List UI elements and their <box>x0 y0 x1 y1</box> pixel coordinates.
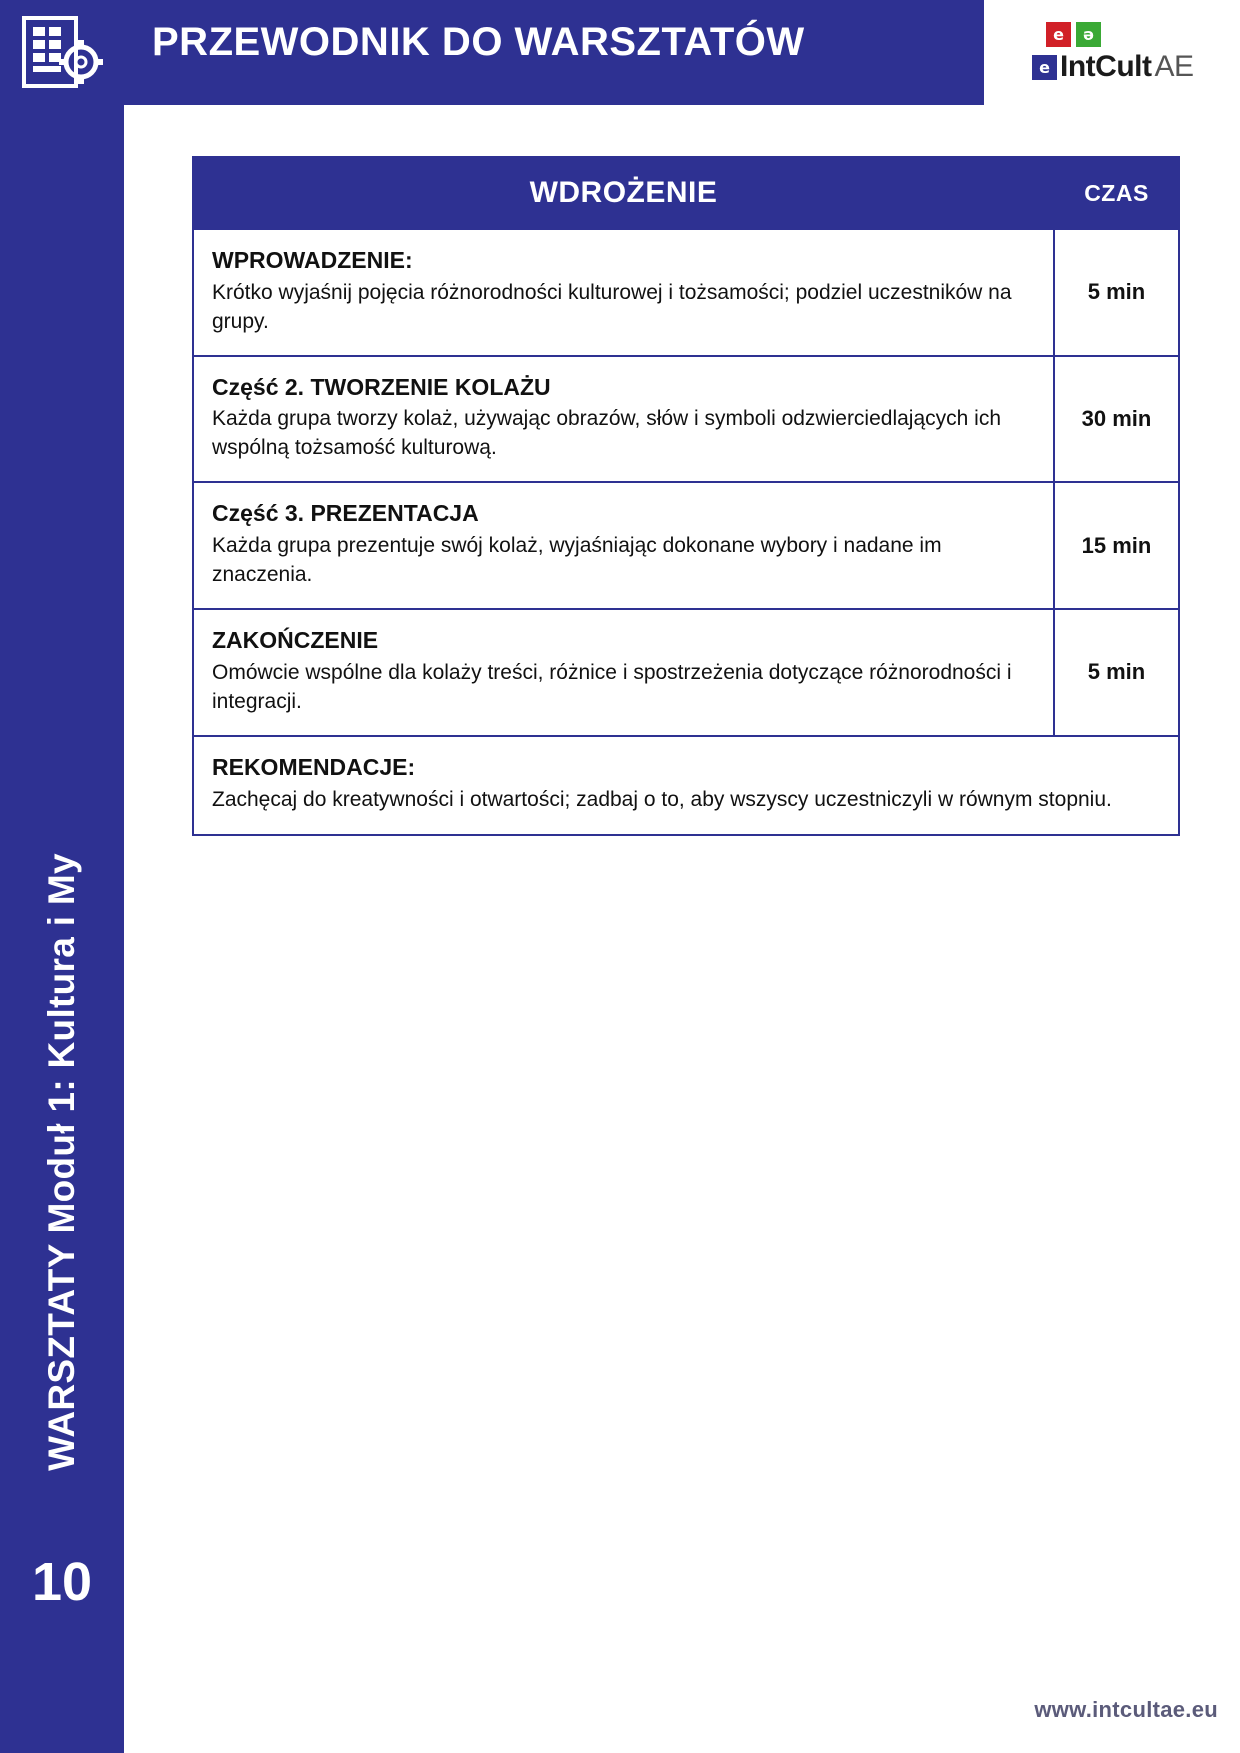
activity-description: Omówcie wspólne dla kolaży treści, różnice i spostrzeżenia dotyczące różnorodności i integracji. <box>212 660 1012 713</box>
activity-title: ZAKOŃCZENIE <box>212 627 379 654</box>
recommendations-cell <box>193 736 1179 836</box>
table-cell-activity <box>193 482 1054 609</box>
recommendations-description: Zachęcaj do kreatywności i otwartości; zadbaj o to, aby wszyscy uczestniczyli w równym stopniu. <box>212 787 1112 811</box>
activity-description: Każda grupa tworzy kolaż, używając obrazów, słów i symboli odzwierciedlających ich wspólną tożsamość kulturową. <box>212 407 1002 460</box>
logo-text-secondary: AE <box>1154 50 1194 83</box>
logo-square-red-icon: e <box>1046 22 1071 47</box>
activity-title: Część 3. PREZENTACJA <box>212 500 479 527</box>
logo-text-primary: IntCult <box>1060 50 1152 83</box>
table-cell-activity <box>193 356 1054 483</box>
workshop-table-wrap <box>192 156 1180 836</box>
activity-title: WPROWADZENIE: <box>212 247 413 273</box>
logo-square-green-icon: ə <box>1076 22 1101 47</box>
page-number: 10 <box>31 1552 93 1612</box>
table-row <box>193 482 1179 609</box>
table-cell-activity <box>193 609 1054 736</box>
activity-description: Krótko wyjaśnij pojęcia różnorodności kulturowej i tożsamości; podziel uczestników na grupy. <box>212 280 1012 333</box>
activity-duration: 30 min <box>1054 356 1179 483</box>
logo-squares <box>1046 22 1101 47</box>
activity-duration: 5 min <box>1054 229 1179 356</box>
activity-description: Każda grupa prezentuje swój kolaż, wyjaśniając dokonane wybory i nadane im znaczenia. <box>212 534 942 587</box>
table-row <box>193 229 1179 356</box>
table-header-row <box>193 157 1179 229</box>
sidebar-vertical-label-wrap <box>0 403 124 1603</box>
sidebar-vertical-label: WARSZTATY Moduł 1: Kultura i My <box>41 853 83 1471</box>
workshop-table <box>192 156 1180 836</box>
activity-title: Część 2. TWORZENIE KOLAŻU <box>212 373 551 400</box>
recommendations-title: REKOMENDACJE: <box>212 753 416 780</box>
logo-wordmark <box>1032 50 1194 84</box>
table-header-time: CZAS <box>1054 157 1179 229</box>
table-row-recommendations <box>193 736 1179 836</box>
logo-square-blue-icon: e <box>1032 55 1057 80</box>
table-row <box>193 609 1179 736</box>
page-title: PRZEWODNIK DO WARSZTATÓW <box>152 20 805 64</box>
document-gear-icon <box>22 16 104 92</box>
table-cell-activity <box>193 229 1054 356</box>
table-header-main: WDROŻENIE <box>193 157 1054 229</box>
table-row <box>193 356 1179 483</box>
activity-duration: 5 min <box>1054 609 1179 736</box>
footer-website-url[interactable]: www.intcultae.eu <box>1034 1697 1218 1722</box>
brand-logo <box>1032 14 1222 92</box>
activity-duration: 15 min <box>1054 482 1179 609</box>
